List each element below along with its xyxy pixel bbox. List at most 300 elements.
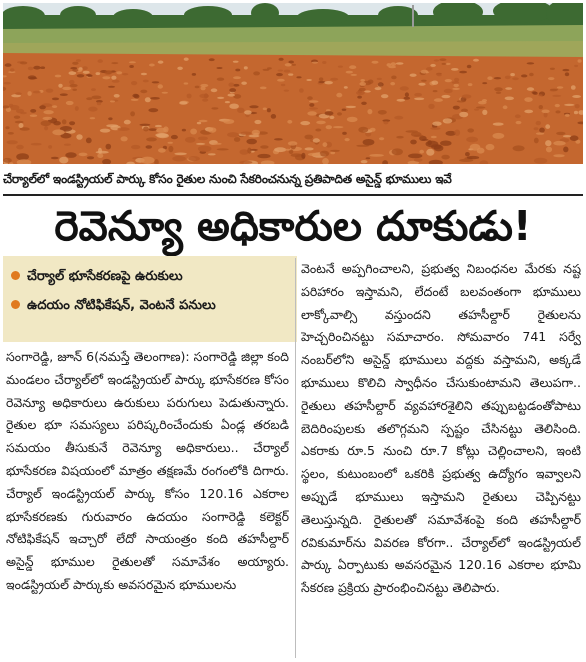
soil-clod [574, 111, 578, 115]
highlight-text: చేర్యాల్ భూసేకరణపై ఉరుకులు [27, 269, 183, 284]
soil-clod [457, 100, 466, 102]
soil-clod [281, 84, 285, 86]
soil-clod [441, 155, 449, 160]
soil-clod [278, 70, 284, 72]
soil-clod [285, 63, 292, 66]
soil-clod [478, 101, 487, 105]
soil-clod [288, 73, 293, 75]
soil-clod [381, 94, 388, 98]
article-column-right [301, 258, 581, 658]
soil-clod [545, 140, 551, 146]
soil-clod [533, 92, 538, 95]
soil-clod [387, 63, 392, 67]
soil-clod [257, 154, 270, 158]
soil-clod [140, 90, 147, 94]
soil-clod [195, 86, 200, 89]
soil-clod [277, 79, 285, 82]
soil-clod [337, 112, 342, 115]
article-column-left [6, 346, 289, 658]
soil-clod [114, 94, 120, 98]
soil-clod [536, 121, 541, 125]
soil-clod [482, 82, 487, 84]
highlight-item [11, 265, 291, 289]
soil-clod [196, 143, 205, 145]
soil-clod [70, 67, 77, 69]
soil-clod [52, 129, 64, 135]
soil-clod [330, 78, 338, 81]
soil-clod [140, 157, 154, 164]
soil-clod [309, 103, 314, 107]
soil-clod [404, 97, 411, 100]
soil-clod [129, 61, 136, 63]
soil-clod [316, 121, 326, 125]
soil-clod [296, 76, 301, 78]
soil-clod [52, 98, 59, 101]
soil-clod [211, 107, 218, 109]
soil-clod [43, 117, 53, 120]
soil-clod [570, 135, 579, 141]
soil-clod [392, 148, 403, 155]
soil-clod [216, 67, 222, 69]
soil-clod [366, 157, 371, 159]
soil-clod [342, 109, 347, 111]
soil-clod [168, 146, 173, 152]
soil-clod [324, 81, 333, 84]
soil-clod [486, 144, 495, 150]
soil-clod [62, 87, 71, 90]
soil-clod [545, 124, 550, 129]
soil-clod [538, 94, 542, 96]
soil-clod [235, 69, 240, 72]
soil-clod [493, 133, 505, 139]
soil-clod [421, 80, 427, 82]
soil-clod [285, 149, 291, 151]
column-divider [295, 258, 296, 658]
soil-clod [233, 61, 239, 63]
soil-clod [494, 77, 501, 79]
highlight-text: ఉదయం నోటిఫికేషన్, వెంటనే పనులు [27, 298, 216, 313]
soil-clod [228, 94, 235, 97]
soil-clod [69, 121, 75, 125]
soil-clod [414, 98, 424, 101]
soil-clod [274, 147, 286, 152]
soil-clod [513, 145, 525, 151]
soil-clod [459, 159, 473, 162]
soil-clod [356, 91, 365, 95]
soil-clod [55, 75, 62, 78]
soil-clod [322, 61, 326, 64]
soil-clod [5, 63, 12, 67]
soil-clod [33, 91, 41, 94]
soil-clod [158, 148, 166, 153]
soil-clod [555, 110, 560, 113]
soil-clod [370, 128, 376, 132]
soil-clod [10, 68, 15, 72]
soil-clod [247, 148, 251, 154]
soil-clod [539, 105, 543, 109]
soil-clod [145, 97, 151, 102]
soil-clod [14, 116, 20, 119]
soil-clod [240, 149, 249, 155]
soil-clod [333, 126, 344, 128]
soil-clod [397, 99, 406, 102]
soil-clod [430, 127, 440, 130]
soil-clod [217, 148, 229, 150]
soil-clod [360, 79, 365, 82]
soil-clod [432, 122, 441, 126]
soil-clod [436, 73, 441, 75]
soil-clod [487, 76, 492, 80]
soil-clod [162, 92, 168, 94]
soil-clod [91, 88, 96, 91]
soil-clod [505, 97, 514, 101]
soil-clod [563, 147, 568, 153]
soil-clod [482, 110, 487, 115]
soil-clod [148, 108, 158, 112]
soil-clod [394, 116, 403, 120]
soil-clod [27, 91, 31, 96]
soil-clod [565, 72, 569, 76]
soil-clod [434, 59, 440, 61]
soil-clod [217, 97, 224, 99]
soil-clod [177, 67, 183, 70]
soil-clod [527, 87, 534, 91]
highlight-item [11, 294, 291, 318]
soil-clod [150, 97, 160, 100]
soil-clod [124, 120, 131, 125]
soil-clod [442, 63, 447, 65]
soil-clod [234, 137, 240, 142]
bullet-icon [11, 271, 20, 280]
soil-clod [97, 102, 101, 106]
soil-clod [82, 66, 87, 70]
soil-clod [31, 143, 42, 146]
soil-clod [571, 85, 576, 90]
field-photo-image [3, 3, 583, 164]
soil-clod [156, 128, 167, 133]
soil-clod [249, 105, 258, 108]
soil-clod [326, 125, 332, 129]
soil-clod [15, 121, 24, 124]
soil-clod [390, 62, 396, 66]
soil-clod [291, 153, 303, 157]
headline: రెవెన్యూ అధికారుల దూకుడు! [54, 202, 532, 250]
soil-clod [43, 110, 53, 114]
soil-clod [345, 138, 350, 141]
soil-clod [86, 74, 92, 76]
soil-clod [539, 128, 545, 133]
soil-clod [476, 106, 485, 108]
soil-clod [529, 73, 534, 77]
soil-clod [58, 84, 62, 88]
soil-clod [410, 74, 417, 77]
soil-clod [439, 58, 446, 61]
soil-clod [336, 93, 342, 98]
soil-clod [112, 80, 120, 83]
soil-clod [15, 92, 22, 95]
soil-clod [172, 156, 186, 162]
soil-clod [426, 141, 439, 148]
soil-clod [444, 89, 453, 93]
soil-clod [40, 66, 45, 69]
soil-clod [217, 78, 224, 81]
soil-clod [197, 122, 201, 124]
soil-clod [76, 59, 81, 62]
soil-clod [3, 158, 12, 163]
soil-clod [102, 76, 110, 79]
soil-clod [252, 130, 260, 136]
soil-clod [454, 130, 460, 136]
soil-clod [390, 82, 395, 85]
soil-clod [288, 61, 294, 64]
soil-clod [79, 153, 88, 157]
soil-clod [400, 86, 409, 90]
soil-clod [330, 150, 340, 152]
soil-clod [30, 109, 36, 113]
soil-clod [445, 79, 452, 82]
soil-clod [240, 132, 251, 135]
soil-clod [213, 143, 222, 145]
soil-clod [564, 104, 574, 106]
soil-clod [410, 140, 417, 145]
soil-clod [434, 98, 443, 102]
soil-clod [60, 93, 68, 96]
soil-clod [468, 83, 473, 86]
soil-clod [496, 92, 501, 94]
highlights-box [3, 256, 297, 342]
soil-clod [426, 67, 433, 71]
soil-clod [329, 116, 334, 119]
soil-clod [187, 94, 192, 99]
soil-clod [149, 64, 155, 67]
soil-clod [459, 71, 467, 74]
soil-clod [141, 73, 147, 76]
soil-clod [66, 101, 74, 105]
soil-clod [254, 120, 261, 124]
soil-clod [260, 87, 267, 90]
soil-clod [174, 153, 186, 156]
soil-clod [131, 145, 140, 149]
soil-clod [88, 107, 97, 112]
soil-clod [307, 96, 313, 100]
soil-clod [408, 154, 422, 159]
soil-clod [288, 141, 298, 145]
soil-clod [565, 114, 570, 117]
soil-clod [267, 108, 271, 112]
soil-clod [536, 132, 544, 134]
soil-clod [364, 90, 371, 92]
soil-clod [308, 153, 321, 156]
soil-clod [307, 111, 317, 115]
soil-clod [287, 120, 292, 124]
soil-clod [369, 154, 384, 157]
soil-clod [503, 105, 508, 109]
soil-clod [430, 64, 436, 67]
soil-clod [548, 77, 554, 80]
soil-clod [116, 71, 122, 74]
soil-clod [33, 66, 40, 70]
soil-clod [39, 105, 46, 109]
soil-clod [510, 73, 515, 76]
soil-clod [274, 138, 283, 140]
soil-clod [260, 145, 268, 148]
soil-clod [466, 137, 478, 143]
soil-clod [77, 74, 85, 77]
soil-clod [271, 114, 276, 119]
soil-clod [421, 70, 429, 74]
soil-clod [198, 146, 212, 152]
soil-clod [461, 109, 468, 113]
soil-clod [267, 67, 272, 69]
soil-clod [100, 129, 110, 133]
soil-clod [250, 149, 258, 151]
soil-clod [367, 109, 372, 114]
photo-pole [412, 5, 414, 27]
soil-clod [233, 76, 241, 79]
soil-clod [158, 84, 163, 88]
bullet-icon [11, 300, 20, 309]
soil-clod [208, 127, 217, 133]
soil-clod [358, 127, 368, 133]
soil-clod [208, 153, 216, 155]
soil-clod [521, 74, 527, 77]
soil-clod [453, 106, 460, 110]
soil-clod [431, 81, 438, 85]
soil-clod [301, 153, 305, 159]
soil-clod [149, 128, 157, 131]
soil-clod [555, 104, 560, 107]
soil-clod [72, 62, 78, 65]
soil-clod [168, 142, 173, 144]
soil-clod [117, 127, 129, 131]
soil-clod [375, 87, 382, 90]
soil-clod [52, 105, 57, 108]
soil-clod [19, 123, 24, 128]
soil-clod [91, 96, 101, 100]
soil-clod [244, 66, 248, 69]
soil-clod [372, 61, 379, 64]
soil-clod [406, 130, 418, 132]
soil-clod [223, 119, 234, 124]
soil-clod [139, 124, 150, 126]
soil-clod [563, 135, 571, 137]
soil-clod [182, 129, 186, 132]
soil-clod [377, 78, 382, 80]
soil-clod [418, 83, 425, 86]
soil-clod [440, 141, 452, 146]
soil-clod [225, 101, 230, 103]
soil-clod [86, 97, 92, 100]
soil-clod [106, 124, 118, 127]
soil-clod [129, 65, 134, 68]
soil-clod [320, 151, 329, 157]
soil-clod [527, 62, 535, 64]
soil-clod [556, 132, 565, 135]
soil-clod [143, 80, 149, 83]
soil-clod [452, 88, 460, 90]
soil-clod [111, 76, 116, 80]
soil-clod [426, 149, 434, 156]
soil-clod [131, 99, 139, 101]
soil-clod [9, 104, 13, 107]
soil-clod [323, 142, 328, 147]
soil-clod [96, 151, 109, 154]
soil-clod [65, 152, 76, 158]
field-photo [3, 3, 583, 164]
soil-clod [96, 72, 101, 75]
soil-clod [30, 114, 37, 117]
soil-clod [105, 70, 113, 74]
soil-clod [64, 144, 71, 146]
soil-clod [110, 100, 115, 102]
soil-clod [188, 156, 200, 161]
soil-clod [357, 96, 362, 99]
soil-clod [473, 59, 479, 62]
soil-clod [28, 67, 34, 70]
soil-clod [553, 154, 564, 157]
soil-clod [465, 152, 470, 156]
soil-clod [198, 137, 208, 141]
soil-clod [97, 153, 103, 158]
soil-clod [516, 121, 522, 124]
soil-clod [41, 121, 52, 127]
soil-clod [351, 74, 358, 76]
soil-clod [330, 152, 335, 155]
soil-clod [391, 76, 396, 80]
soil-clod [229, 104, 239, 109]
soil-clod [20, 61, 27, 64]
soil-clod [185, 137, 196, 143]
soil-clod [557, 86, 563, 88]
soil-clod [462, 94, 472, 98]
soil-clod [427, 140, 431, 145]
soil-clod [211, 88, 218, 92]
photo-caption: చేర్యాల్‌లో ఇండస్ట్రియల్ పార్కు కోసం రైతుల నుంచి సేకరించనున్న ప్రతిపాదిత అసైన్డ్ భూములు ఇవే [3, 172, 452, 186]
soil-clod [184, 82, 189, 84]
soil-clod [361, 102, 367, 105]
soil-clod [578, 59, 582, 62]
soil-clod [121, 136, 128, 141]
soil-clod [361, 160, 368, 163]
soil-clod [111, 62, 118, 64]
soil-clod [315, 129, 321, 132]
soil-clod [263, 108, 267, 111]
soil-clod [131, 81, 137, 85]
soil-clod [305, 147, 314, 150]
soil-clod [414, 93, 422, 97]
soil-clod [8, 132, 14, 135]
soil-clod [83, 71, 90, 74]
soil-clod [550, 89, 558, 91]
soil-clod [359, 82, 366, 86]
soil-clod [572, 95, 581, 98]
soil-clod [363, 139, 375, 145]
soil-clod [396, 136, 403, 139]
soil-clod [209, 58, 215, 61]
soil-clod [325, 111, 334, 115]
soil-clod [378, 110, 387, 115]
soil-clod [575, 104, 580, 108]
soil-clod [146, 145, 153, 148]
soil-clod [346, 71, 353, 74]
soil-clod [359, 88, 366, 91]
soil-clod [237, 108, 244, 113]
soil-clod [368, 80, 374, 84]
soil-clod [143, 127, 149, 132]
soil-clod [192, 73, 196, 76]
soil-clod [534, 158, 547, 164]
soil-clod [512, 77, 519, 80]
